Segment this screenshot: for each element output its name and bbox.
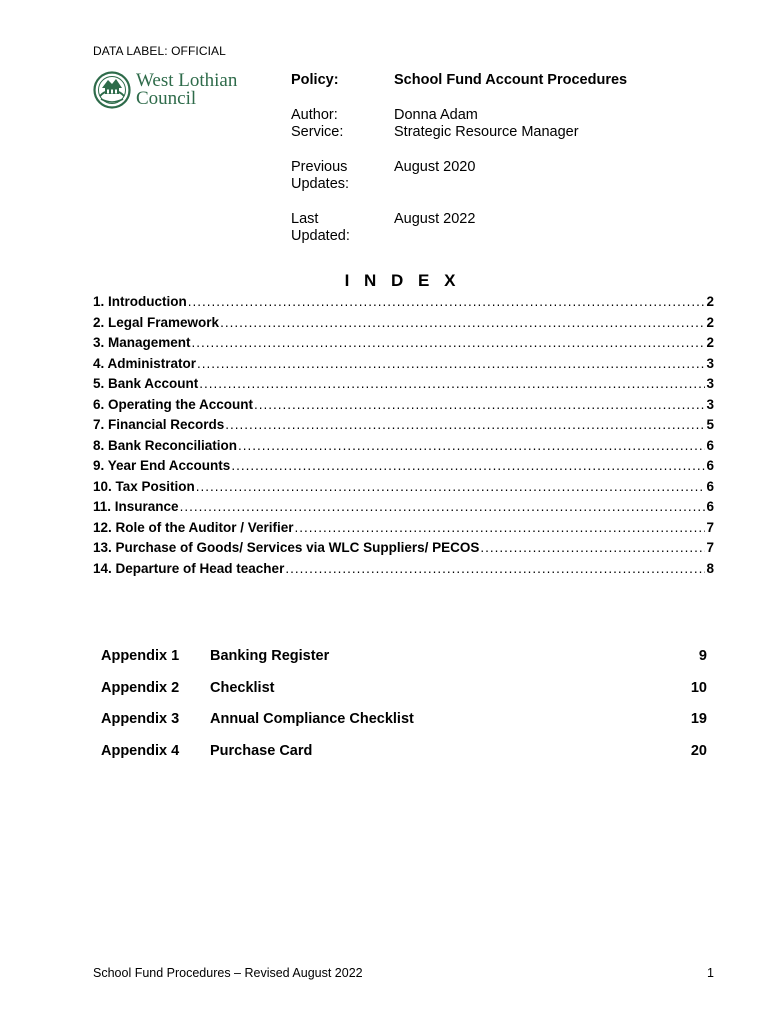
toc-entry-page: 7 [706, 540, 714, 555]
author-row [291, 107, 721, 124]
appendix-page: 20 [690, 742, 707, 759]
footer-text: School Fund Procedures – Revised August 2022 [93, 966, 363, 980]
toc-entry[interactable] [93, 561, 714, 582]
toc-entry[interactable] [93, 438, 714, 459]
toc-entry-title: 14. Departure of Head teacher [93, 560, 285, 576]
toc-entry[interactable] [93, 520, 714, 541]
policy-value: School Fund Account Procedures [394, 72, 628, 88]
last-updated-row [291, 211, 721, 245]
toc-entry[interactable] [93, 479, 714, 500]
previous-updates-key [291, 159, 394, 193]
appendix-label: Appendix 1 [101, 648, 180, 664]
toc-entry-title: 13. Purchase of Goods/ Services via WLC Suppliers/ PECOS [93, 540, 480, 555]
service-value: Strategic Resource Manager [394, 124, 579, 140]
toc-entry[interactable] [93, 335, 714, 356]
appendix-label: Appendix 2 [101, 679, 180, 696]
toc-leader-dots [192, 335, 706, 350]
council-name-line2: Council [136, 88, 197, 109]
appendix-label: Appendix 4 [101, 742, 180, 759]
previous-updates-key-line1: Previous [291, 159, 348, 175]
appendix-name: Checklist [210, 679, 275, 696]
toc-entry-title: 12. Role of the Auditor / Verifier [93, 519, 294, 535]
toc-entry-title: 6. Operating the Account [93, 396, 254, 412]
appendix-label: Appendix 3 [101, 711, 180, 727]
toc-entry-title: 7. Financial Records [93, 417, 225, 432]
footer-page-number: 1 [707, 966, 714, 980]
appendix-name: Banking Register [210, 648, 330, 664]
toc-entry-title: 10. Tax Position [93, 478, 195, 494]
council-crest-icon [93, 70, 131, 110]
toc-leader-dots [231, 458, 705, 473]
toc-entry-page: 6 [706, 478, 714, 494]
appendix-page: 10 [690, 679, 707, 696]
appendix-entry[interactable] [101, 680, 707, 712]
appendix-entry[interactable] [101, 711, 707, 743]
previous-updates-row [291, 159, 721, 193]
data-label: DATA LABEL: OFFICIAL [93, 44, 226, 58]
appendix-entry[interactable] [101, 743, 707, 775]
toc-entry-page: 2 [706, 294, 714, 309]
toc-leader-dots [196, 479, 706, 494]
toc-entry-title: 4. Administrator [93, 355, 197, 371]
last-updated-key-line1: Last [291, 211, 319, 227]
toc-entry-title: 8. Bank Reconciliation [93, 437, 238, 453]
author-key: Author: [291, 107, 338, 123]
toc-leader-dots [197, 356, 705, 371]
service-key: Service: [291, 124, 344, 140]
last-updated-key-line2: Updated: [291, 228, 350, 244]
toc-entry-title: 5. Bank Account [93, 376, 199, 391]
table-of-contents [93, 294, 714, 581]
toc-entry-page: 7 [706, 519, 714, 535]
toc-leader-dots [295, 520, 706, 535]
toc-entry-page: 6 [706, 458, 714, 473]
toc-entry-title: 1. Introduction [93, 294, 187, 309]
toc-entry-page: 3 [706, 355, 714, 371]
toc-leader-dots [180, 499, 706, 514]
council-logo [93, 70, 237, 110]
toc-entry-title: 3. Management [93, 335, 191, 350]
toc-leader-dots [254, 397, 705, 412]
index-heading: I N D E X [344, 271, 461, 290]
document-metadata [291, 72, 721, 263]
toc-entry[interactable] [93, 540, 714, 561]
toc-entry-title: 2. Legal Framework [93, 314, 220, 330]
toc-leader-dots [480, 540, 705, 555]
toc-leader-dots [225, 417, 705, 432]
toc-entry[interactable] [93, 499, 714, 520]
toc-entry-page: 2 [706, 314, 714, 330]
toc-entry[interactable] [93, 397, 714, 418]
toc-entry[interactable] [93, 417, 714, 438]
toc-entry[interactable] [93, 356, 714, 377]
toc-entry-title: 11. Insurance [93, 499, 179, 514]
toc-entry-page: 6 [706, 437, 714, 453]
toc-entry-page: 5 [706, 417, 714, 432]
toc-leader-dots [238, 438, 705, 453]
appendix-page: 19 [690, 711, 707, 727]
policy-key: Policy: [291, 72, 339, 88]
last-updated-value: August 2022 [394, 211, 476, 227]
toc-entry[interactable] [93, 294, 714, 315]
toc-entry-page: 8 [706, 560, 714, 576]
last-updated-key [291, 211, 394, 245]
author-value: Donna Adam [394, 107, 478, 123]
council-name-line1: West Lothian [136, 70, 238, 91]
page-footer [93, 966, 714, 980]
toc-leader-dots [285, 561, 705, 576]
appendix-name: Purchase Card [210, 742, 313, 759]
previous-updates-key-line2: Updates: [291, 176, 350, 192]
toc-leader-dots [220, 315, 705, 330]
appendix-page: 9 [698, 648, 707, 664]
previous-updates-value: August 2020 [394, 159, 476, 175]
toc-leader-dots [188, 294, 706, 309]
toc-entry[interactable] [93, 376, 714, 397]
toc-entry-page: 6 [706, 499, 714, 514]
service-row [291, 124, 721, 141]
appendix-entry[interactable] [101, 648, 707, 680]
policy-row [291, 72, 721, 89]
toc-leader-dots [199, 376, 705, 391]
toc-entry-page: 2 [706, 335, 714, 350]
toc-entry[interactable] [93, 315, 714, 336]
toc-entry-title: 9. Year End Accounts [93, 458, 231, 473]
appendix-name: Annual Compliance Checklist [210, 711, 414, 727]
toc-entry-page: 3 [706, 376, 714, 391]
appendix-list [101, 648, 707, 774]
council-name [136, 72, 237, 108]
toc-entry-page: 3 [706, 396, 714, 412]
toc-entry[interactable] [93, 458, 714, 479]
